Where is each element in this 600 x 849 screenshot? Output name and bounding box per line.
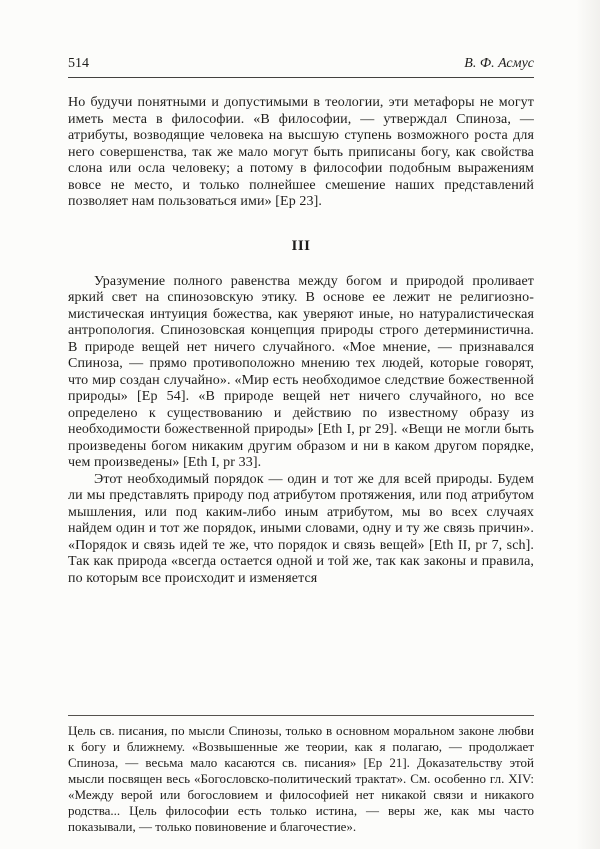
footnote-area [68,715,534,835]
footnote-rule [68,715,534,716]
section-heading: III [291,237,311,254]
body-paragraph-3: Этот необходимый порядок — один и тот же для всей природы. Будем ли мы представлять природу под атрибутом протяжения, или под атрибутом мышления, или под каким-либо иным атрибутом, мы во всех случаях найдем один и тот же порядок, иными словами, одну и ту же связь причин». «Порядок и связь идей те же, что порядок и связь вещей» [Eth II, pr 7, sch]. Так как природа «всегда остается одной и той же, так как законы и правила, по которым все происходит и изменяется [68,471,534,586]
footnote-text: Цель св. писания, по мысли Спинозы, только в основном моральном законе любви к богу и ближнему. «Возвышенные же теории, как я полагаю, — продолжает Спиноза, — весьма мало касаются св. писания» [Ер 21]. Доказательству этой мысли посвящен весь «Богословско-политический трактат». См. особенно гл. XIV: «Между верой или богословием и философией нет никакой связи и никакого родства... Цель философии есть только истина, — веры же, как мы часто показывали, — только повиновение и благочестие». [68,723,534,834]
page-header [68,56,534,78]
page-body [68,95,534,587]
page-number: 514 [68,56,89,71]
body-paragraph-2: Уразумение полного равенства между богом и природой проливает яркий свет на спинозовскую этику. В основе ее лежит не религиозно-мистическая интуиция божества, как уверяют иные, но натуралистическая антропология. Спинозовская концепция природы строго детерминистична. В природе вещей нет ничего случайного. «Мое мнение, — признавался Спиноза, — прямо противоположно мнению тех людей, которые говорят, что мир создан случайно». «Мир есть необходимое следствие божественной природы» [Ер 54]. «В природе вещей нет ничего случайного, но все определено к существованию и действию по известному образу из необходимости божественной природы» [Eth I, pr 29]. «Вещи не могли быть произведены богом никаким другим образом и ни в каком другом порядке, чем произведены» [Eth I, pr 33]. [68,273,534,470]
body-paragraph-1: Но будучи понятными и допустимыми в теологии, эти метафоры не могут иметь места в философии. «В философии, — утверждал Спиноза, — атрибуты, возводящие человека на высшую ступень возможного роста для него совершенства, так же мало могут быть приписаны богу, как свойства слона или осла человеку; а потому в философии подобным выражениям вовсе не место, и только полнейшее смешение наших представлений позволяет нам пользоваться ими» [Ер 23]. [68,95,534,209]
running-head-author: В. Ф. Асмус [464,56,534,71]
